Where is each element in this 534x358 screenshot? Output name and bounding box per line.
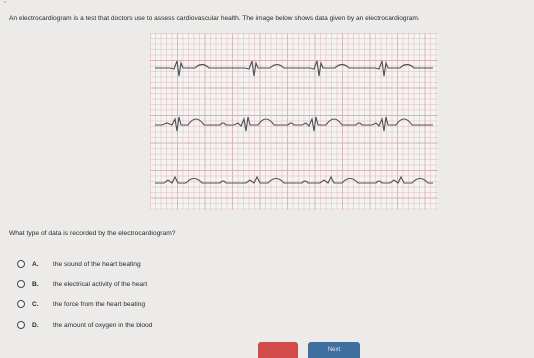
option-a-letter: A. [32,260,39,268]
option-c-letter: C. [32,300,39,308]
option-c-text: the force from the heart beating [53,300,146,308]
next-button[interactable]: Next [308,342,360,358]
option-b-text: the electrical activity of the heart [53,280,148,288]
back-button[interactable] [258,342,298,358]
radio-button-d[interactable] [17,321,25,329]
option-d-text: the amount of oxygen in the blood [53,321,153,329]
ecg-trace-1 [155,61,433,76]
option-d[interactable] [17,319,317,331]
option-a-text: the sound of the heart beating [53,260,141,268]
electrocardiogram-image [150,33,438,210]
radio-button-b[interactable] [17,280,25,288]
radio-button-c[interactable] [17,300,25,308]
corner-mark-icon: ᵕ [4,0,7,6]
question-text: What type of data is recorded by the electrocardiogram? [9,230,176,237]
option-a[interactable] [17,258,317,270]
option-b[interactable] [17,278,317,290]
radio-button-a[interactable] [17,260,25,268]
option-d-letter: D. [32,321,39,329]
intro-text: An electrocardiogram is a test that doctors use to assess cardiovascular health. The image below shows data given by an electrocardiogram. [9,15,420,22]
ecg-trace-2 [155,117,433,131]
option-c[interactable] [17,298,317,310]
option-b-letter: B. [32,280,39,288]
ecg-trace-3 [155,177,433,183]
